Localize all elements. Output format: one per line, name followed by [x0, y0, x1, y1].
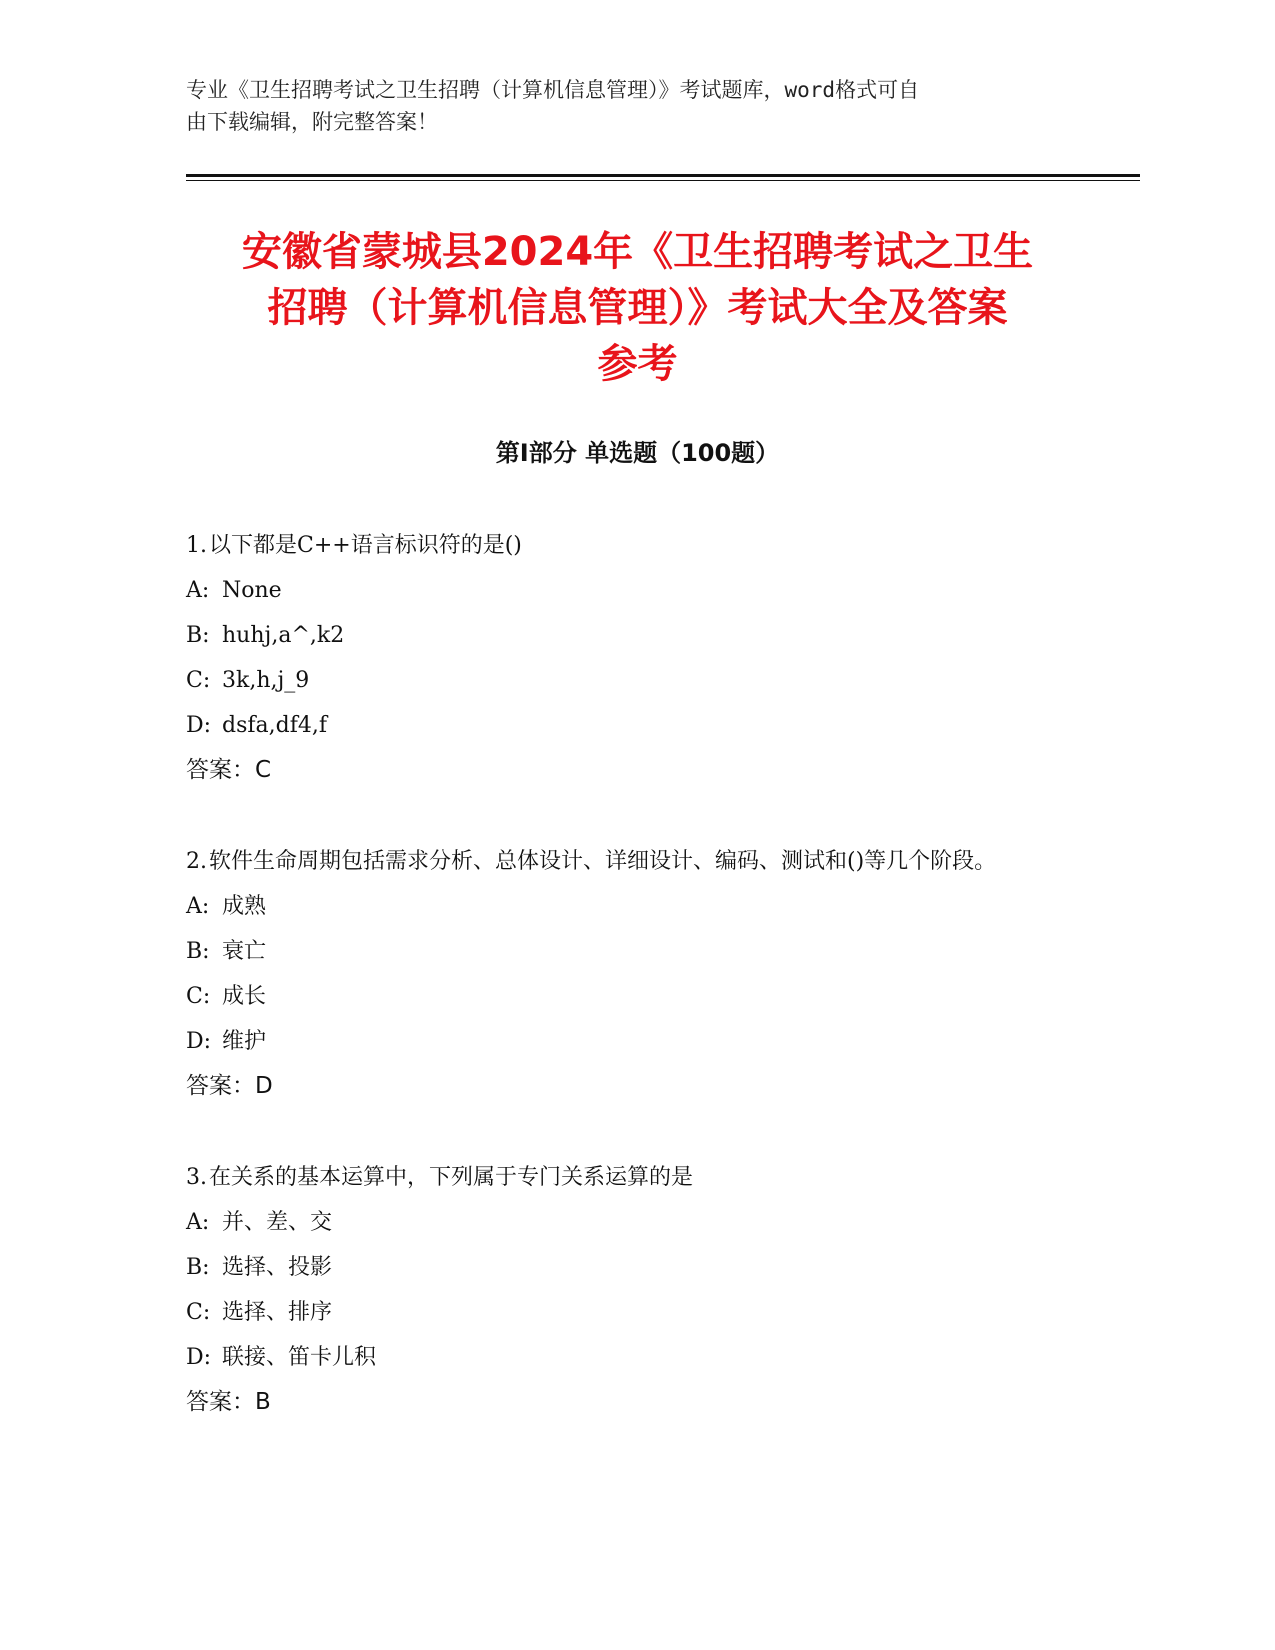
- option-letter: B:: [186, 939, 210, 964]
- option-b: [186, 1245, 1066, 1290]
- option-text: dsfa,df4,f: [222, 713, 327, 738]
- option-a: [186, 568, 1066, 613]
- option-text: 成长: [222, 984, 267, 1009]
- question-text: 以下都是C++语言标识符的是(): [209, 533, 522, 558]
- option-a: [186, 884, 1066, 929]
- option-a: [186, 1200, 1066, 1245]
- section-heading: 第Ⅰ部分 单选题（100题）: [495, 439, 780, 467]
- option-text: 选择、排序: [222, 1300, 333, 1325]
- question-number: 2.: [186, 849, 207, 874]
- option-c: [186, 974, 1066, 1019]
- option-letter: A:: [186, 1210, 210, 1235]
- option-text: 维护: [222, 1029, 267, 1054]
- answer-label: 答案：: [186, 757, 255, 783]
- option-text: huhj,a^,k2: [222, 623, 345, 648]
- question-number: 1.: [186, 533, 207, 558]
- option-d: [186, 703, 1066, 748]
- option-d: [186, 1335, 1066, 1380]
- header-divider-thin: [186, 180, 1140, 181]
- question-stem: [186, 523, 1066, 568]
- document-header-note: [186, 74, 1066, 138]
- option-b: [186, 929, 1066, 974]
- question-stem: [186, 839, 1066, 884]
- title-line-3: 参考: [597, 341, 678, 387]
- question-text: 在关系的基本运算中，下列属于专门关系运算的是: [209, 1165, 694, 1190]
- header-divider-thick: [186, 174, 1140, 177]
- option-letter: C:: [186, 668, 211, 693]
- header-note-line-1: 专业《卫生招聘考试之卫生招聘（计算机信息管理）》考试题库，word格式可自: [186, 78, 920, 102]
- option-text: 3k,h,j_9: [222, 668, 310, 693]
- answer-label: 答案：: [186, 1073, 255, 1099]
- answer-line: [186, 1380, 1066, 1425]
- question-item: [186, 523, 1066, 793]
- option-c: [186, 658, 1066, 703]
- title-line-1: 安徽省蒙城县2024年《卫生招聘考试之卫生: [241, 229, 1034, 275]
- option-letter: C:: [186, 1300, 211, 1325]
- answer-value: C: [255, 757, 272, 783]
- option-text: 并、差、交: [222, 1210, 333, 1235]
- option-letter: A:: [186, 894, 210, 919]
- answer-line: [186, 748, 1066, 793]
- question-list: [186, 523, 1066, 1471]
- answer-value: D: [255, 1073, 273, 1099]
- option-letter: A:: [186, 578, 210, 603]
- answer-line: [186, 1064, 1066, 1109]
- answer-value: B: [255, 1389, 271, 1415]
- question-item: [186, 1155, 1066, 1425]
- option-letter: B:: [186, 1255, 210, 1280]
- option-text: 成熟: [222, 894, 267, 919]
- answer-label: 答案：: [186, 1389, 255, 1415]
- option-letter: D:: [186, 1345, 212, 1370]
- option-letter: B:: [186, 623, 210, 648]
- option-text: 选择、投影: [222, 1255, 333, 1280]
- option-d: [186, 1019, 1066, 1064]
- document-title: [150, 224, 1125, 392]
- question-stem: [186, 1155, 1066, 1200]
- option-text: 衰亡: [222, 939, 267, 964]
- question-item: [186, 839, 1066, 1109]
- option-letter: D:: [186, 1029, 212, 1054]
- option-text: None: [222, 578, 282, 603]
- option-b: [186, 613, 1066, 658]
- option-letter: C:: [186, 984, 211, 1009]
- option-c: [186, 1290, 1066, 1335]
- question-text: 软件生命周期包括需求分析、总体设计、详细设计、编码、测试和()等几个阶段。: [209, 849, 997, 874]
- option-letter: D:: [186, 713, 212, 738]
- header-note-line-2: 由下载编辑，附完整答案！: [186, 110, 438, 134]
- option-text: 联接、笛卡儿积: [222, 1345, 377, 1370]
- question-number: 3.: [186, 1165, 207, 1190]
- title-line-2: 招聘（计算机信息管理）》考试大全及答案: [267, 285, 1008, 331]
